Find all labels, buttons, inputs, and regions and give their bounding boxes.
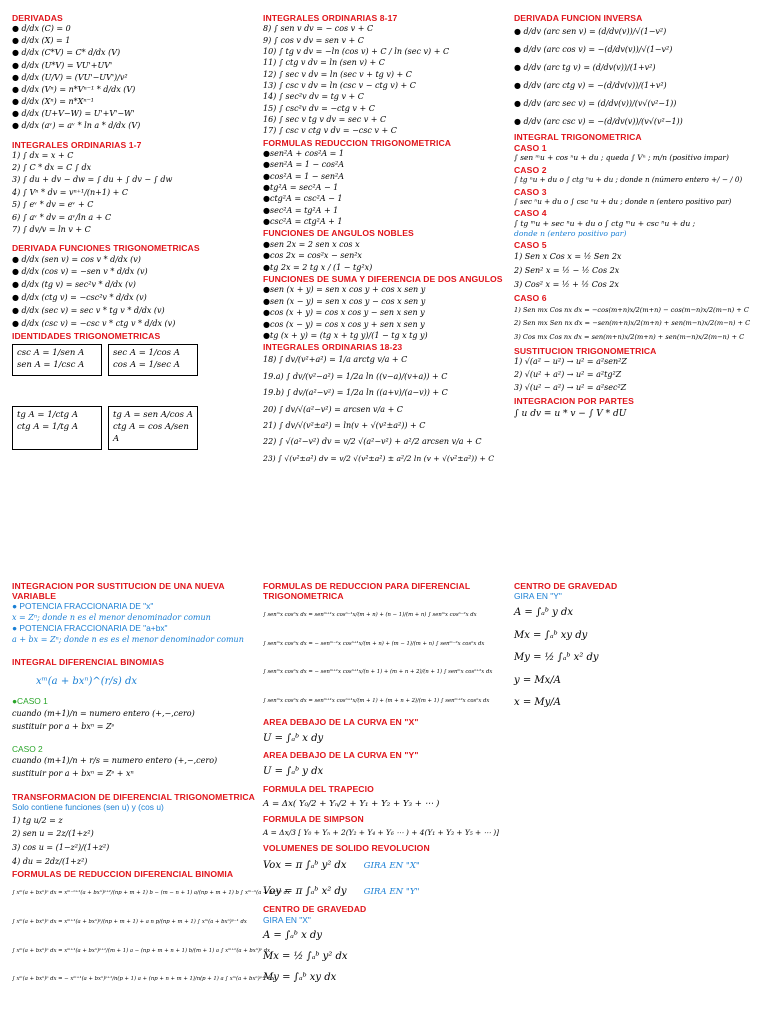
trapecio-title: FORMULA DEL TRAPECIO xyxy=(263,783,374,794)
derivada-trig-item: ● d/dx (sen v) = cos v * d/dx (v) xyxy=(12,254,141,264)
noble-item: ●sen 2x = 2 sen x cos x xyxy=(263,239,360,249)
suma-title: FUNCIONES DE SUMA Y DIFERENCIA DE DOS ANGULOS xyxy=(263,274,503,285)
suma-item: ●cos (x − y) = cos x cos y + sen x sen y xyxy=(263,319,425,329)
noble-item: ●cos 2x = cos²x − sen²x xyxy=(263,251,362,261)
binomias-formula: xᵐ(a + bxⁿ)^(r/s) dx xyxy=(36,675,138,687)
derivada-item: ● d/dx (U+V−W) = U'+V'−W' xyxy=(12,109,135,119)
caso-5-title: CASO 5 xyxy=(514,240,547,251)
integral-item: 19.b) ∫ dv/(a²−v²) = 1/2a ln ((a+v)/(a−v)) + C xyxy=(263,388,448,398)
inversa-item: ● d/dv (arc tg v) = (d/dv(v))/(1+v²) xyxy=(514,63,656,73)
caso-4-formula: ∫ tg ᵐu + sec ⁿu + du o ∫ ctg ᵐu + csc ⁿu + du ; xyxy=(514,219,696,229)
derivada-item: ● d/dx (X) = 1 xyxy=(12,36,71,46)
integral-item: 17) ∫ csc v ctg v dv = −csc v + C xyxy=(263,126,397,136)
area-x-formula: U = ∫ₐᵇ x dy xyxy=(263,732,324,744)
integral-item: 4) ∫ Vⁿ * dv = vⁿ⁺¹/(n+1) + C xyxy=(12,187,128,197)
simpson-formula: A = Δx/3 [ Y₀ + Yₙ + 2(Y₂ + Y₄ + Y₆ ⋯ ) + 4(Y₁ + Y₃ + Y₅ + ⋯ )] xyxy=(263,828,500,838)
inversa-list xyxy=(514,23,762,131)
centro-y-list xyxy=(514,602,762,715)
integral-item: 5) ∫ eᵛ * dv = eᵛ + C xyxy=(12,200,94,210)
suma-item: ●tg (x + y) = (tg x + tg y)/(1 − tg x tg y) xyxy=(263,330,428,340)
centro-item: Mx = ½ ∫ₐᵇ y² dx xyxy=(263,951,348,963)
reduccion-trig-item: ∫ senᵐx cosⁿx dx = − senᵐ⁻¹x cosⁿ⁺¹x/(m + n) + (m − 1)/(m + n) ∫ senᵐ⁻²x cosⁿx dx xyxy=(263,640,485,647)
transformacion-list xyxy=(12,814,258,868)
caso-4-note: donde n (entero positivo par) xyxy=(514,229,627,239)
area-x-title: AREA DEBAJO DE LA CURVA EN "X" xyxy=(263,716,419,727)
integral-item: 14) ∫ sec²v dv = tg v + C xyxy=(263,92,364,102)
identity-box xyxy=(12,406,102,450)
derivadas-list xyxy=(12,23,252,132)
column-1 xyxy=(12,12,252,450)
centro-item: x = My/A xyxy=(514,697,561,709)
caso-6-list xyxy=(514,304,762,346)
caso-1-sust: sustituir por a + bxⁿ = Zˢ xyxy=(12,721,115,731)
sustitucion-variable-title: INTEGRACION POR SUSTITUCION DE UNA NUEVA VARIABLE xyxy=(12,581,225,602)
inversa-item: ● d/dv (arc sec v) = (d/dv(v))/(v√(v²−1)) xyxy=(514,99,677,109)
partes-title: INTEGRACION POR PARTES xyxy=(514,395,634,406)
caso-2-cond: cuando (m+1)/n + r/s = numero entero (+,−,cero) xyxy=(12,756,218,766)
derivada-trig-item: ● d/dx (cos v) = −sen v * d/dx (v) xyxy=(12,267,148,277)
caso-6-item: 3) Cos mx Cos nx dx = sen(m+n)x/2(m+n) + sen(m−n)x/2(m−n) + C xyxy=(514,333,745,342)
derivada-trig-item: ● d/dx (ctg v) = −csc²v * d/dx (v) xyxy=(12,292,147,302)
identity-line: cos A = 1/sec A xyxy=(113,360,180,371)
reduccion-binomia-title: FORMULAS DE REDUCCION DIFERENCIAL BINOMIA xyxy=(12,869,234,880)
noble-item: ●tg 2x = 2 tg x / (1 − tg²x) xyxy=(263,262,373,272)
integral-item: 15) ∫ csc²v dv = −ctg v + C xyxy=(263,103,375,113)
caso-5-item: 1) Sen x Cos x = ½ Sen 2x xyxy=(514,252,622,262)
identity-line: sec A = 1/cos A xyxy=(113,348,180,359)
reduccion-item: ●sec²A = tg²A + 1 xyxy=(263,205,339,215)
integral-item: 10) ∫ tg v dv = −ln (cos v) + C / ln (sec v) + C xyxy=(263,46,450,56)
reduccion-trig-list xyxy=(263,601,509,715)
caso-5-list xyxy=(514,250,762,292)
centro-item: My = ½ ∫ₐᵇ x² dy xyxy=(514,652,599,664)
identity-line: sen A = 1/csc A xyxy=(17,360,85,371)
reduccion-item: ●cos²A = 1 − sen²A xyxy=(263,171,345,181)
derivadas-title: DERIVADAS xyxy=(12,13,63,23)
caso-1-title: ●CASO 1 xyxy=(12,696,48,707)
caso-2-formula: ∫ tg ⁿu + du o ∫ ctg ⁿu + du ; donde n (número entero +/ − / 0) xyxy=(514,175,743,185)
caso-3-formula: ∫ sec ⁿu + du o ∫ csc ⁿu + du ; donde n (entero positivo par) xyxy=(514,196,732,206)
reduccion-trig-item: ∫ senᵐx cosⁿx dx = − senᵐ⁺¹x cosⁿ⁺¹x/(n + 1) + (m + n + 2)/(n + 1) ∫ senᵐx cosⁿ⁺²x dx xyxy=(263,669,493,676)
reduccion-trig-item: ∫ senᵐx cosⁿx dx = senᵐ⁺¹x cosⁿ⁺¹x/(m + 1) + (m + n + 2)/(m + 1) ∫ senᵐ⁺²x cosⁿx dx xyxy=(263,698,490,705)
potencia-x-formula: x = Zⁿ; donde n es el menor denominador comun xyxy=(12,613,211,623)
reduccion-binomia-item: ∫ xᵐ(a + bxⁿ)ᵖ dx = xᵐ⁺¹(a + bxⁿ)ᵖ⁺¹/(m + 1) a − (np + m + n + 1) b/(m + 1) a ∫ xᵐ⁺ⁿ(a + bxⁿ)ᵖ dx xyxy=(12,947,271,954)
reduccion-item: ●ctg²A = csc²A − 1 xyxy=(263,194,343,204)
transformacion-title: TRANSFORMACION DE DIFERENCIAL TRIGONOMETRICA xyxy=(12,791,255,802)
potencia-abx-title: ● POTENCIA FRACCIONARIA DE "a+bx" xyxy=(12,623,168,634)
integral-item: 18) ∫ dv/(v²+a²) = 1/a arctg v/a + C xyxy=(263,355,408,365)
identidades-grid xyxy=(12,344,252,449)
integral-item: 21) ∫ dv/√(v²±a²) = ln(v + √(v²±a²)) + C xyxy=(263,420,426,430)
voy-label: GIRA EN "Y" xyxy=(363,886,420,897)
caso-6-item: 2) Sen mx Sen nx dx = −sen(m+n)x/2(m+n) + sen(m−n)x/2(m−n) + C xyxy=(514,319,751,328)
derivada-item: ● d/dx (U*V) = VU'+UV' xyxy=(12,60,113,70)
identity-box xyxy=(12,344,102,376)
reduccion-trig-title: FORMULAS DE REDUCCION PARA DIFERENCIAL TRIGONOMETRICA xyxy=(263,581,471,602)
integrales-8-17-title: INTEGRALES ORDINARIAS 8-17 xyxy=(263,13,398,23)
integral-item: 8) ∫ sen v dv = − cos v + C xyxy=(263,24,374,34)
integrales-8-17-list xyxy=(263,23,509,137)
integral-item: 12) ∫ sec v dv = ln (sec v + tg v) + C xyxy=(263,69,412,79)
suma-item: ●cos (x + y) = cos x cos y − sen x sen y xyxy=(263,308,425,318)
identity-line: tg A = 1/ctg A xyxy=(17,410,78,421)
suma-item: ●sen (x − y) = sen x cos y − cos x sen y xyxy=(263,296,426,306)
trapecio-formula: A = Δx( Y₀/2 + Yₙ/2 + Y₁ + Y₂ + Y₃ + ⋯ ) xyxy=(263,799,440,810)
identity-line: ctg A = 1/tg A xyxy=(17,422,78,433)
integral-item: 6) ∫ aᵛ * dv = aᵛ/ln a + C xyxy=(12,212,112,222)
caso-2-sust: sustituir por a + bxⁿ = Zˢ + xⁿ xyxy=(12,769,134,779)
vox-row xyxy=(263,859,509,873)
derivada-item: ● d/dx (C) = 0 xyxy=(12,24,71,34)
integral-item: 13) ∫ csc v dv = ln (csc v − ctg v) + C xyxy=(263,80,416,90)
gira-y-label: GIRA EN "Y" xyxy=(514,591,562,602)
derivada-item: ● d/dx (aᵛ) = aᵛ * ln a * d/dx (V) xyxy=(12,121,141,131)
integral-item: 22) ∫ √(a²−v²) dv = v/2 √(a²−v²) + a²/2 arcsen v/a + C xyxy=(263,437,482,447)
voy-row xyxy=(263,885,509,899)
integrales-18-23-list xyxy=(263,352,509,466)
reduccion-binomia-item: ∫ xᵐ(a + bxⁿ)ᵖ dx = xᵐ⁻ⁿ⁺¹(a + bxⁿ)ᵖ⁺¹/(np + m + 1) b − (m − n + 1) a/(np + m + 1) b ∫ xᵐ⁻ⁿ(a + bxⁿ)ᵖ dx xyxy=(12,890,290,897)
centro-x-list xyxy=(263,925,509,988)
caso-5-item: 3) Cos² x = ½ + ½ Cos 2x xyxy=(514,280,619,290)
integrales-1-7-list xyxy=(12,150,252,237)
centro-gravedad-title: CENTRO DE GRAVEDAD xyxy=(263,904,367,915)
integral-item: 23) ∫ √(v²±a²) dv = v/2 √(v²±a²) ± a²/2 ln (v + √(v²±a²)) + C xyxy=(263,453,495,463)
centro-item: y = Mx/A xyxy=(514,674,561,686)
area-y-title: AREA DEBAJO DE LA CURVA EN "Y" xyxy=(263,750,419,761)
sustitucion-title: SUSTITUCION TRIGONOMETRICA xyxy=(514,346,657,357)
vox-label: GIRA EN "X" xyxy=(363,861,420,872)
nobles-title: FUNCIONES DE ANGULOS NOBLES xyxy=(263,228,414,239)
transformacion-item: 4) du = 2dz/(1+z²) xyxy=(12,856,88,866)
reduccion-item: ●csc²A = ctg²A + 1 xyxy=(263,217,343,227)
derivada-trig-item: ● d/dx (sec v) = sec v * tg v * d/dx (v) xyxy=(12,305,165,315)
column-2 xyxy=(263,12,509,466)
derivada-item: ● d/dx (Vⁿ) = n*Vⁿ⁻¹ * d/dx (V) xyxy=(12,84,136,94)
inversa-item: ● d/dv (arc cos v) = −(d/dv(v))/√(1−v²) xyxy=(514,45,673,55)
integral-item: 11) ∫ ctg v dv = ln (sen v) + C xyxy=(263,58,385,68)
reduccion-title: FORMULAS REDUCCION TRIGONOMETRICA xyxy=(263,137,452,148)
integral-item: 16) ∫ sec v tg v dv = sec v + C xyxy=(263,115,387,125)
integrales-18-23-title: INTEGRALES ORDINARIAS 18-23 xyxy=(263,342,403,353)
sustitucion-item: 1) √(a² − u²) → u² = a²sen²Z xyxy=(514,357,627,367)
bottom-column-3 xyxy=(514,580,762,715)
integrales-1-7-title: INTEGRALES ORDINARIAS 1-7 xyxy=(12,139,142,150)
centro-item: Mx = ∫ₐᵇ xy dy xyxy=(514,629,588,641)
transformacion-item: 3) cos u = (1−z²)/(1+z²) xyxy=(12,843,110,853)
inversa-item: ● d/dv (arc sen v) = (d/dv(v))/√(1−v²) xyxy=(514,27,667,37)
sustitucion-list xyxy=(514,356,762,394)
centro-gravedad-y-title: CENTRO DE GRAVEDAD xyxy=(514,581,618,591)
voy-formula: Voy = π ∫ₐᵇ x² dy xyxy=(263,885,347,897)
simpson-title: FORMULA DE SIMPSON xyxy=(263,814,364,825)
sustitucion-item: 2) √(u² + a²) → u² = a²tg²Z xyxy=(514,370,622,380)
column-3 xyxy=(514,12,762,422)
identity-box xyxy=(108,406,198,450)
bottom-column-2 xyxy=(263,580,509,988)
centro-item: A = ∫ₐᵇ y dx xyxy=(514,607,573,619)
caso-1-cond: cuando (m+1)/n = numero entero (+,−,cero) xyxy=(12,709,195,718)
nobles-list xyxy=(263,239,509,274)
integral-item: 19.a) ∫ dv/(v²−a²) = 1/2a ln ((v−a)/(v+a)) + C xyxy=(263,371,448,381)
caso-2-title: CASO 2 xyxy=(514,165,547,176)
identity-line: ctg A = cos A/sen A xyxy=(113,422,189,445)
transformacion-subtitle: Solo contiene funciones (sen u) y (cos u) xyxy=(12,802,164,813)
derivada-item: ● d/dx (Xⁿ) = n*Xⁿ⁻¹ xyxy=(12,97,95,107)
caso-2-title: CASO 2 xyxy=(12,743,43,754)
inversa-title: DERIVADA FUNCION INVERSA xyxy=(514,13,643,23)
reduccion-trig-item: ∫ senᵐx cosⁿx dx = senᵐ⁺¹x cosⁿ⁻¹x/(m + n) + (n − 1)/(m + n) ∫ senᵐx cosⁿ⁻²x dx xyxy=(263,612,477,619)
identity-line: tg A = sen A/cos A xyxy=(113,410,193,421)
partes-formula: ∫ u dv = u * v − ∫ V * dU xyxy=(514,408,627,419)
caso-3-title: CASO 3 xyxy=(514,186,547,197)
identity-line: csc A = 1/sen A xyxy=(17,348,85,359)
derivada-trig-list xyxy=(12,254,252,331)
inversa-item: ● d/dv (arc csc v) = −(d/dv(v))/(v√(v²−1)) xyxy=(514,117,683,127)
caso-4-title: CASO 4 xyxy=(514,208,547,219)
area-y-formula: U = ∫ₐᵇ y dx xyxy=(263,766,324,778)
integral-item: 7) ∫ dv/v = ln v + C xyxy=(12,225,91,235)
centro-item: A = ∫ₐᵇ x dy xyxy=(263,930,322,942)
derivada-item: ● d/dx (C*V) = C* d/dx (V) xyxy=(12,48,121,58)
centro-item: My = ∫ₐᵇ xy dx xyxy=(263,972,337,984)
derivada-item: ● d/dx (U/V) = (VU'−UV')/v² xyxy=(12,72,128,82)
sustitucion-item: 3) √(u² − a²) → u² = a²sec²Z xyxy=(514,382,627,392)
inversa-item: ● d/dv (arc ctg v) = −(d/dv(v))/(1+v²) xyxy=(514,81,667,91)
suma-item: ●sen (x + y) = sen x cos y + cos x sen y xyxy=(263,285,426,295)
derivada-trig-title: DERIVADA FUNCIONES TRIGONOMETRICAS xyxy=(12,243,200,254)
integral-item: 3) ∫ du + dv − dw = ∫ du + ∫ dv − ∫ dw xyxy=(12,175,173,185)
integral-trig-title: INTEGRAL TRIGONOMETRICA xyxy=(514,132,642,143)
identity-box xyxy=(108,344,198,376)
suma-list xyxy=(263,284,509,341)
vox-formula: Vox = π ∫ₐᵇ y² dx xyxy=(263,860,347,872)
caso-1-formula: ∫ sen ᵐu + cos ⁿu + du ; queda ∫ Vⁿ ; m/n (positivo impar) xyxy=(514,153,729,163)
binomias-title: INTEGRAL DIFERENCIAL BINOMIAS xyxy=(12,656,165,667)
integral-item: 1) ∫ dx = x + C xyxy=(12,150,74,160)
caso-6-item: 1) Sen mx Cos nx dx = −cos(m+n)x/2(m+n) − cos(m−n)x/2(m−n) + C xyxy=(514,305,749,314)
integral-item: 9) ∫ cos v dv = sen v + C xyxy=(263,35,364,45)
reduccion-item: ●sen²A = 1 − cos²A xyxy=(263,160,345,170)
gira-x-label: GIRA EN "X" xyxy=(263,914,311,925)
caso-1-title: CASO 1 xyxy=(514,143,547,154)
integral-item: 2) ∫ C * dx = C ∫ dx xyxy=(12,163,92,173)
reduccion-item: ●tg²A = sec²A − 1 xyxy=(263,182,339,192)
reduccion-list xyxy=(263,148,509,228)
reduccion-item: ●sen²A + cos²A = 1 xyxy=(263,148,345,158)
caso-6-title: CASO 6 xyxy=(514,293,547,304)
integral-item: 20) ∫ dv/√(a²−v²) = arcsen v/a + C xyxy=(263,404,403,414)
volumenes-title: VOLUMENES DE SOLIDO REVOLUCION xyxy=(263,843,430,854)
identidades-title: IDENTIDADES TRIGONOMETRICAS xyxy=(12,331,161,342)
derivada-trig-item: ● d/dx (csc v) = −csc v * ctg v * d/dx (v) xyxy=(12,318,176,328)
derivada-trig-item: ● d/dx (tg v) = sec²v * d/dx (v) xyxy=(12,280,136,290)
transformacion-item: 1) tg u/2 = z xyxy=(12,815,63,825)
reduccion-binomia-item: ∫ xᵐ(a + bxⁿ)ᵖ dx = − xᵐ⁺¹(a + bxⁿ)ᵖ⁺¹/n(p + 1) a + (np + n + m + 1)/n(p + 1) a ∫ xᵐ(a + bxⁿ)ᵖ⁺¹ dx xyxy=(12,976,275,983)
caso-5-item: 2) Sen² x = ½ − ½ Cos 2x xyxy=(514,266,620,276)
potencia-abx-formula: a + bx = Zⁿ; donde n es es el menor denominador comun xyxy=(12,635,244,645)
reduccion-binomia-item: ∫ xᵐ(a + bxⁿ)ᵖ dx = xᵐ⁺¹(a + bxⁿ)ᵖ/(np + m + 1) + a n p/(np + m + 1) ∫ xᵐ(a + bxⁿ)ᵖ⁻¹ dx xyxy=(12,918,247,925)
transformacion-item: 2) sen u = 2z/(1+z²) xyxy=(12,829,94,839)
potencia-x-title: ● POTENCIA FRACCIONARIA DE "x" xyxy=(12,601,154,612)
